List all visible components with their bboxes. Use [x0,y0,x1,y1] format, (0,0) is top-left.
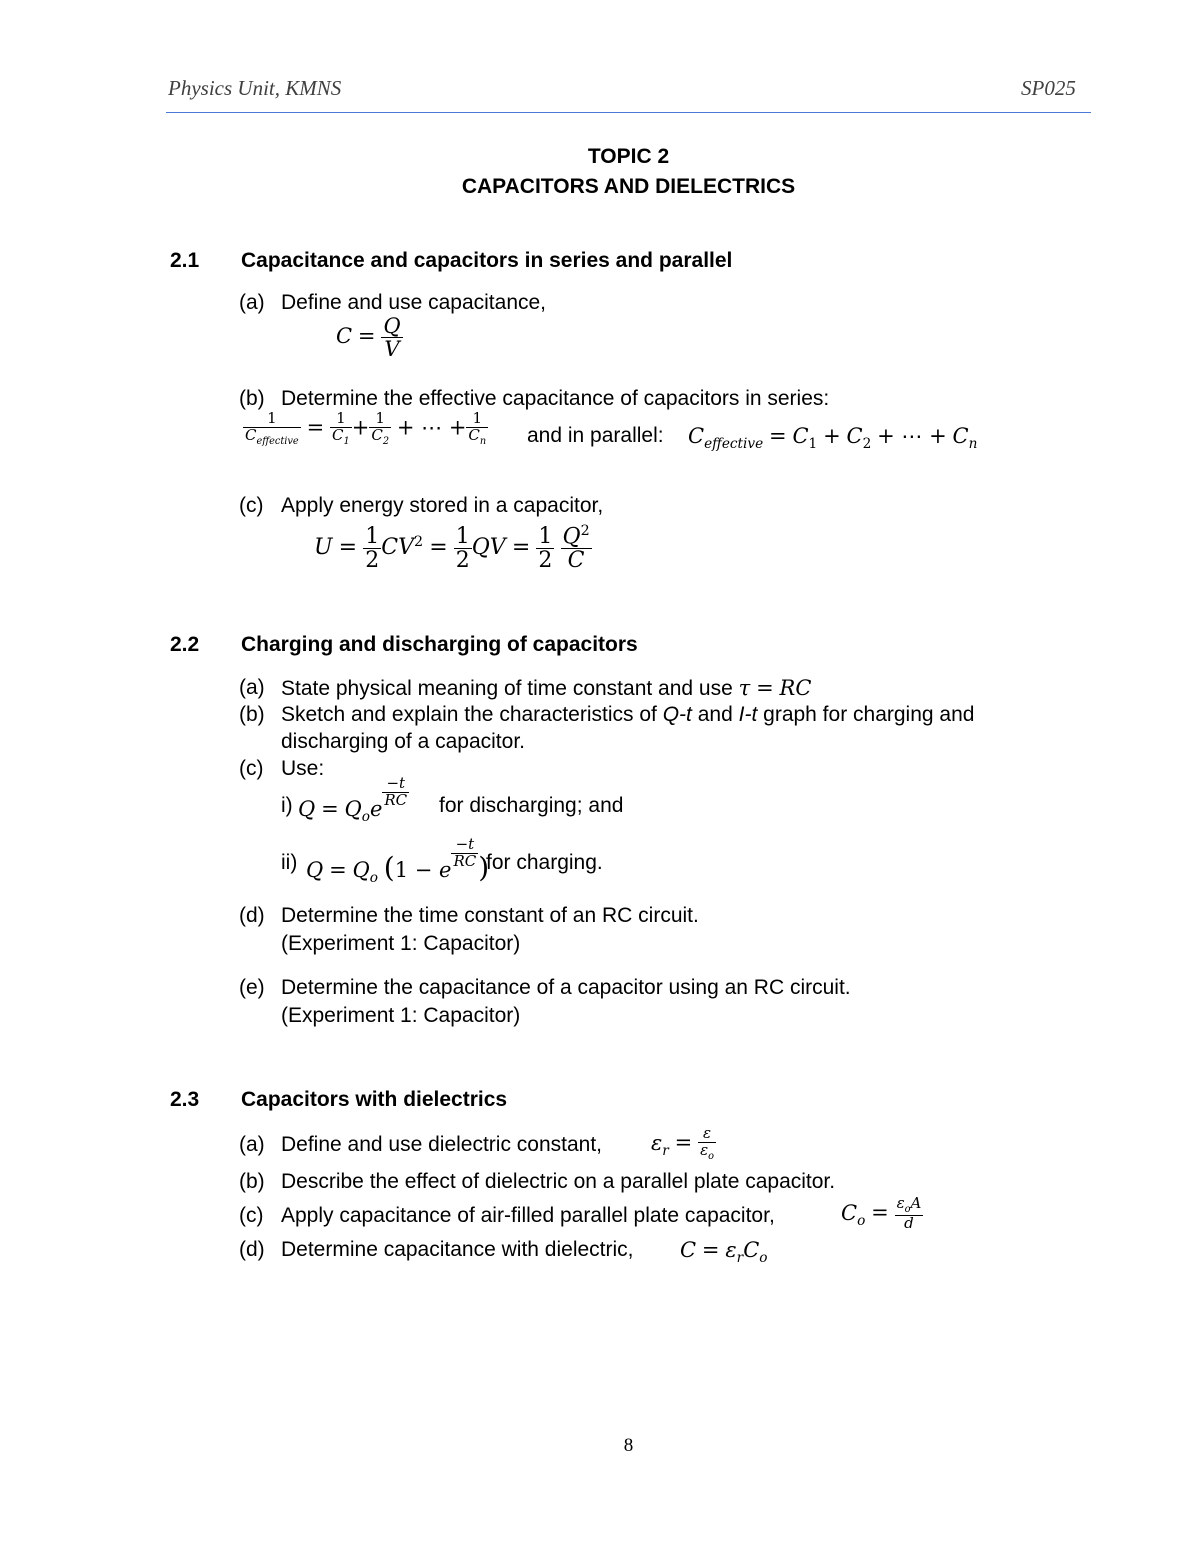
item-label: (b) [239,703,265,726]
formula-parallel: $C_{effective} = C_1 + C_2$ + ⋯ + $C_n$ [688,424,978,453]
topic-title: CAPACITORS AND DIELECTRICS [461,175,796,198]
experiment-note: (Experiment 1: Capacitor) [281,932,521,955]
sub-item-text: for discharging; and [439,794,624,817]
formula-dielectric-capacitance: $C = \varepsilon_rC_o$ [680,1238,768,1267]
topic-number: TOPIC 2 [587,145,670,168]
item-text: Define and use dielectric constant, [281,1133,603,1156]
item-text: Determine capacitance with dielectric, [281,1238,634,1261]
header-rule [166,112,1091,113]
formula-charging: $Q = Q_o$ (1 − e $\frac{-t}{RC}$ ) [306,835,490,887]
item-label: (c) [239,757,264,780]
item-label: (a) [239,291,265,314]
item-text: State physical meaning of time constant and use τ = RC [281,676,812,700]
item-label: (d) [239,1238,265,1261]
formula-discharging: $Q = Q_oe$ $\frac{-t}{RC}$ [298,774,408,825]
section-2-1-heading: Capacitance and capacitors in series and parallel [241,249,733,272]
formula-energy: U = $\frac{1}{2}$ $CV^2$ = $\frac{1}{2}$ QV = $\frac{1}{2}$ $\frac{Q^2}{C}$ [314,523,590,574]
sub-item-label: i) [281,794,293,817]
item-label: (e) [239,976,265,999]
formula-air-capacitance: $C_o$ = $\frac{\varepsilon_oA}{d}$ [841,1194,922,1233]
item-text: Define and use capacitance, [281,291,547,314]
section-2-2-heading: Charging and discharging of capacitors [241,633,638,656]
item-label: (a) [239,676,265,699]
item-text: Apply energy stored in a capacitor, [281,494,604,517]
section-2-3-number: 2.3 [170,1088,200,1111]
item-label: (b) [239,1170,265,1193]
parallel-label: and in parallel: [527,424,664,447]
formula-series: $\frac{1}{C_{effective}}$ = $\frac{1}{C_1}$ + $\frac{1}{C_2}$ + ⋯ + $\frac{1}{C_n}$ [245,409,487,447]
item-label: (c) [239,494,264,517]
header-right: SP025 [1021,76,1076,100]
section-2-2-number: 2.2 [170,633,200,656]
sub-item-text: for charging. [486,851,603,874]
experiment-note: (Experiment 1: Capacitor) [281,1004,521,1027]
item-text: Apply capacitance of air-filled parallel plate capacitor, [281,1204,775,1227]
sub-item-label: ii) [281,851,298,874]
header-left: Physics Unit, KMNS [168,76,342,100]
formula-dielectric-constant: $\varepsilon_r$ = $\frac{\varepsilon}{\varepsilon_o}$ [651,1124,715,1162]
item-text-continued: discharging of a capacitor. [281,730,525,753]
item-text: Sketch and explain the characteristics of Q-t and I-t graph for charging and [281,703,975,726]
item-text: Determine the time constant of an RC circuit. [281,904,699,927]
formula-capacitance: C = $\frac{Q}{V}$ [336,314,401,362]
item-label: (c) [239,1204,264,1227]
item-text: Describe the effect of dielectric on a parallel plate capacitor. [281,1170,836,1193]
section-2-3-heading: Capacitors with dielectrics [241,1088,508,1111]
page-number: 8 [623,1435,634,1456]
item-text: Use: [281,757,325,780]
item-label: (a) [239,1133,265,1156]
item-text: Determine the capacitance of a capacitor using an RC circuit. [281,976,851,999]
item-text: Determine the effective capacitance of capacitors in series: [281,387,830,410]
section-2-1-number: 2.1 [170,249,200,272]
item-label: (d) [239,904,265,927]
item-label: (b) [239,387,265,410]
